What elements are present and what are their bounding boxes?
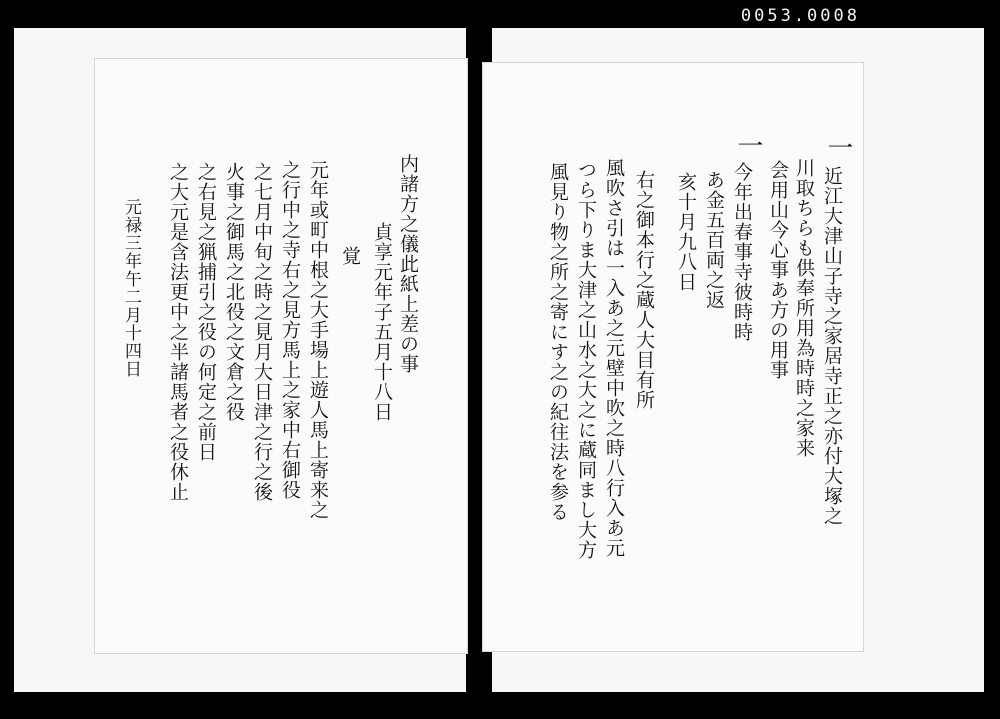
right-col-1: 近江大津山子寺之家居寺正之亦付大塚之 — [821, 166, 843, 526]
right-col-10: 風見り物之所之寄にす之の紀往法を参る — [547, 162, 569, 522]
book-gutter — [468, 28, 482, 692]
left-col-3: 覚 — [339, 246, 361, 266]
right-page — [482, 62, 864, 652]
left-col-10-date: 元禄三年午二月十四日 — [121, 198, 141, 378]
left-page — [94, 58, 468, 654]
right-col-3: 会用山今心事あ方の用事 — [767, 160, 789, 380]
left-col-8: 之右見之猟捕引之役の何定之前日 — [195, 162, 217, 462]
right-col-8: 風吹さ引は一入あ之元壁中吹之時八行入あ元 — [603, 158, 625, 558]
left-col-9: 之大元是含法更中之半諸馬者之役休止 — [167, 162, 189, 502]
left-col-7: 火事之御馬之北役之文倉之役 — [223, 162, 245, 422]
item-marker-2: 一 — [733, 132, 763, 158]
left-col-4: 元年或町中根之大手場上遊人馬上寄来之 — [307, 160, 329, 520]
left-col-5: 之行中之寺右之見方馬上之家中右御役 — [279, 160, 301, 500]
left-col-6: 之七月中旬之時之見月大日津之行之後 — [251, 162, 273, 502]
right-col-5: あ金五百両之返 — [703, 170, 725, 310]
left-col-1: 内諸方之儀此紙上差の事 — [397, 154, 419, 374]
right-col-9: つら下りま大津之山水之大之に蔵同まし大方 — [575, 160, 597, 560]
item-marker-1: 一 — [823, 134, 853, 160]
microfilm-frame-number: 0053.0008 — [740, 6, 860, 26]
right-col-7: 右之御本行之蔵人大目有所 — [633, 170, 655, 410]
right-col-6: 亥十月九八日 — [675, 172, 697, 292]
right-col-2: 川取ちらも供奉所用為時時之家来 — [793, 158, 815, 458]
right-col-4: 今年出春事寺彼時時 — [731, 162, 753, 342]
left-col-2: 貞享元年子五月十八日 — [371, 222, 393, 422]
